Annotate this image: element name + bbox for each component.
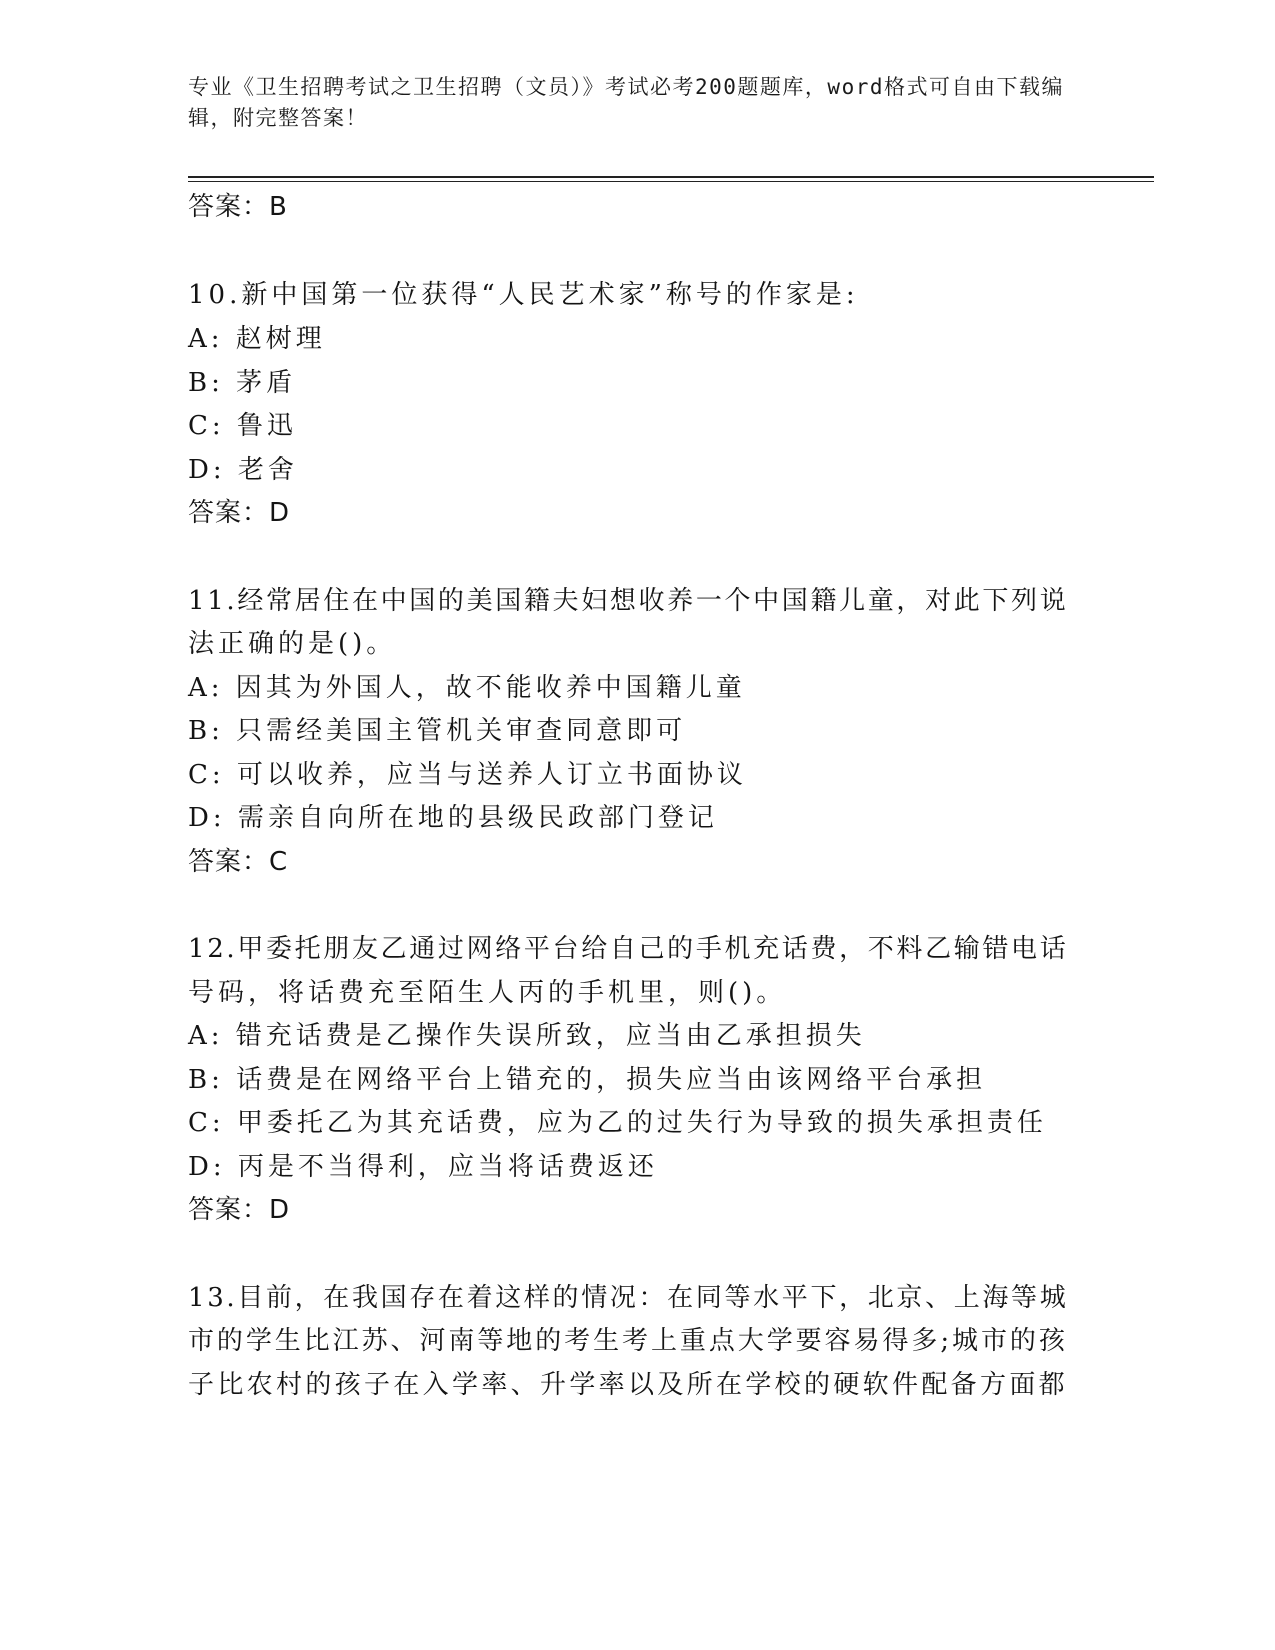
question-10-option-b: B: 茅盾 xyxy=(188,368,297,398)
question-11-option-c: C: 可以收养，应当与送养人订立书面协议 xyxy=(188,760,747,790)
question-11-option-d: D: 需亲自向所在地的县级民政部门登记 xyxy=(188,803,718,833)
question-10-stem: 10.新中国第一位获得“人民艺术家”称号的作家是: xyxy=(188,280,859,310)
answer-q10: 答案：D xyxy=(188,498,291,528)
question-10-option-a: A: 赵树理 xyxy=(188,324,326,354)
question-13-stem-line2: 市的学生比江苏、河南等地的考生考上重点大学要容易得多;城市的孩 xyxy=(188,1326,1068,1356)
question-13-stem-line1: 13.目前，在我国存在着这样的情况：在同等水平下，北京、上海等城 xyxy=(188,1283,1069,1313)
question-11-option-b: B: 只需经美国主管机关审查同意即可 xyxy=(188,716,687,746)
question-13-stem-line3: 子比农村的孩子在入学率、升学率以及所在学校的硬软件配备方面都 xyxy=(188,1370,1069,1400)
question-11-stem-line2: 法正确的是()。 xyxy=(188,629,397,659)
question-10-option-c: C: 鲁迅 xyxy=(188,411,297,441)
question-11-stem-line1: 11.经常居住在中国的美国籍夫妇想收养一个中国籍儿童，对此下列说 xyxy=(188,586,1069,616)
answer-q9: 答案：B xyxy=(188,192,288,222)
answer-q11: 答案：C xyxy=(188,847,289,877)
question-12-stem-line2: 号码，将话费充至陌生人丙的手机里，则()。 xyxy=(188,978,787,1008)
question-11-option-a: A: 因其为外国人，故不能收养中国籍儿童 xyxy=(188,673,746,703)
question-12-option-a: A: 错充话费是乙操作失误所致，应当由乙承担损失 xyxy=(188,1021,866,1051)
question-12-stem-line1: 12.甲委托朋友乙通过网络平台给自己的手机充话费，不料乙输错电话 xyxy=(188,934,1069,964)
question-12-option-c: C: 甲委托乙为其充话费，应为乙的过失行为导致的损失承担责任 xyxy=(188,1108,1047,1138)
answer-q12: 答案：D xyxy=(188,1195,291,1225)
question-10-option-d: D: 老舍 xyxy=(188,455,298,485)
document-header: 专业《卫生招聘考试之卫生招聘（文员）》考试必考200题题库，word格式可自由下载编辑，附完整答案！ xyxy=(188,75,1064,130)
question-12-option-d: D: 丙是不当得利，应当将话费返还 xyxy=(188,1152,658,1182)
question-12-option-b: B: 话费是在网络平台上错充的，损失应当由该网络平台承担 xyxy=(188,1065,987,1095)
header-divider-thick xyxy=(188,176,1154,178)
header-divider-thin xyxy=(188,181,1154,182)
